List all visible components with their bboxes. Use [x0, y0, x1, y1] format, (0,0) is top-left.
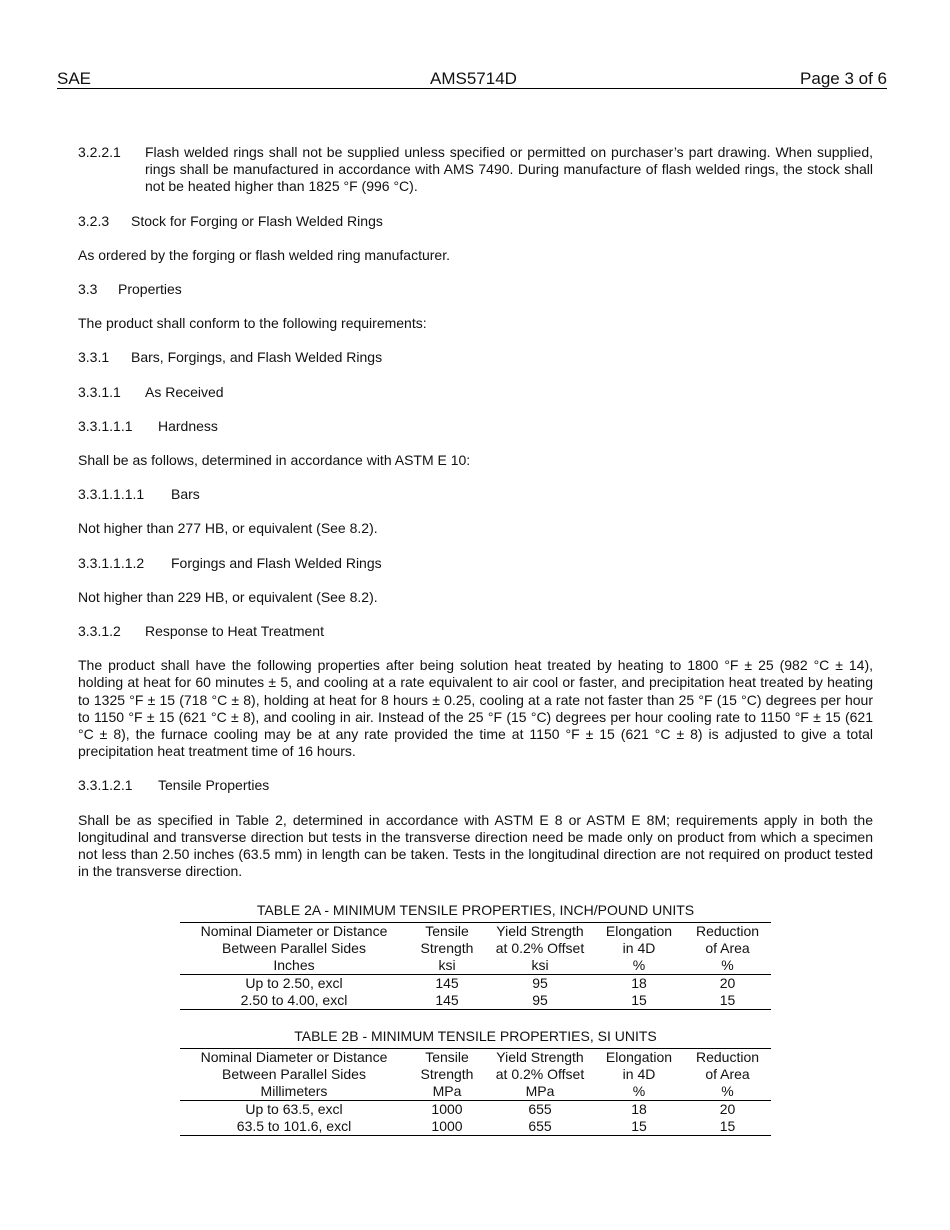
heading-3-3-1-1-1 — [78, 418, 873, 435]
table-cell: 18 — [631, 1101, 647, 1117]
header-cell: Elongation — [605, 1049, 673, 1065]
section-title: Properties — [118, 281, 182, 298]
table-cell: 18 — [631, 975, 647, 991]
table-cell: 15 — [631, 1118, 647, 1134]
section-number: 3.3.1.2 — [78, 623, 121, 640]
header-cell: Between Parallel Sides — [222, 940, 366, 956]
table-cell: 63.5 to 101.6, excl — [236, 1118, 352, 1134]
header-cell: Strength — [420, 940, 474, 956]
heading-3-3-1-1 — [78, 384, 873, 401]
heading-3-2-3 — [78, 213, 873, 230]
header-cell: Reduction — [695, 1049, 760, 1065]
table-cell: 655 — [528, 1118, 552, 1134]
section-title: Forgings and Flash Welded Rings — [171, 554, 382, 571]
header-cell: ksi — [486, 957, 594, 975]
header-cell: % — [594, 957, 684, 975]
section-title: Tensile Properties — [158, 777, 270, 794]
table-cell: 655 — [528, 1101, 552, 1117]
section-number: 3.3.1 — [78, 349, 110, 366]
table-header-row — [180, 940, 771, 957]
header-cell: Inches — [180, 957, 408, 975]
header-cell: Tensile — [425, 1049, 469, 1065]
section-3-2-2-1 — [78, 144, 873, 196]
header-cell: ksi — [408, 957, 486, 975]
table-header-row — [180, 957, 771, 975]
heading-3-3-1-2-1 — [78, 777, 873, 794]
table-row — [180, 1118, 771, 1136]
table-2b — [180, 1048, 771, 1136]
header-cell: % — [594, 1083, 684, 1101]
table-cell: Up to 2.50, excl — [245, 975, 343, 991]
table-cell: 145 — [435, 992, 459, 1008]
table-cell: 145 — [435, 975, 459, 991]
header-doc-id: AMS5714D — [430, 69, 517, 88]
header-cell: of Area — [705, 940, 750, 956]
header-cell: % — [684, 1083, 771, 1101]
table-2b-block — [180, 1028, 771, 1136]
paragraph: Shall be as specified in Table 2, determined in accordance with ASTM E 8 or ASTM E 8M; requirements apply in both the longitudinal and transverse direction but tests in the transverse direction need be made only on product from which a specimen not less than 2.50 inches (63.5 mm) in length can be taken. Tests in the longitudinal direction are not required on product tested in the transverse direction. — [78, 811, 873, 880]
table-cell: 95 — [532, 975, 548, 991]
table-cell: 15 — [631, 992, 647, 1008]
section-number: 3.3.1.1.1 — [78, 417, 133, 434]
header-cell: Yield Strength — [496, 1049, 584, 1065]
section-title: Response to Heat Treatment — [145, 623, 324, 640]
section-number: 3.3 — [78, 281, 98, 298]
header-cell: Between Parallel Sides — [222, 1066, 366, 1082]
paragraph: Not higher than 229 HB, or equivalent (See 8.2). — [78, 588, 378, 605]
paragraph: Shall be as follows, determined in accordance with ASTM E 10: — [78, 452, 471, 469]
table-header-row — [180, 923, 771, 941]
table-row — [180, 1101, 771, 1119]
table-cell: Up to 63.5, excl — [245, 1101, 343, 1117]
table-cell: 95 — [532, 992, 548, 1008]
heading-3-3 — [78, 281, 873, 298]
table-cell: 20 — [719, 1101, 736, 1117]
header-cell: at 0.2% Offset — [495, 940, 585, 956]
table-cell: 1000 — [431, 1101, 463, 1117]
header-cell: in 4D — [622, 940, 656, 956]
table-2a-block — [180, 902, 771, 1010]
table-cell: 15 — [719, 992, 736, 1008]
header-cell: Strength — [420, 1066, 474, 1082]
table-caption: TABLE 2B - MINIMUM TENSILE PROPERTIES, SI UNITS — [294, 1028, 657, 1044]
table-header-row — [180, 1066, 771, 1083]
section-title: Bars — [171, 486, 200, 503]
table-cell: 20 — [719, 975, 736, 991]
header-cell: Yield Strength — [496, 923, 584, 939]
page-header — [57, 68, 887, 89]
document-body — [78, 144, 873, 880]
header-cell: % — [684, 957, 771, 975]
table-row — [180, 975, 771, 993]
paragraph: Not higher than 277 HB, or equivalent (See 8.2). — [78, 520, 378, 537]
header-cell: Reduction — [695, 923, 760, 939]
header-cell: Nominal Diameter or Distance — [200, 923, 388, 939]
header-cell: Tensile — [425, 923, 469, 939]
table-cell: 15 — [719, 1118, 736, 1134]
header-cell: Elongation — [605, 923, 673, 939]
paragraph: The product shall have the following properties after being solution heat treated by heating to 1800 °F ± 25 (982 °C ± 14), holding at heat for 60 minutes ± 5, and cooling at a rate equivalent to air cool or faster, and precipitation heat treated by heating to 1325 °F ± 15 (718 °C ± 8), holding at heat for 8 hours ± 0.25, cooling at a rate not faster than 25 °F (15 °C) degrees per hour to 1150 °F ± 15 (621 °C ± 8), and cooling in air. Instead of the 25 °F (15 °C) degrees per hour cooling rate to 1150 °F ± 15 (621 °C ± 8), the furnace cooling may be at any rate provided the time at 1150 °F ± 15 (621 °C ± 8) is adjusted to give a total precipitation heat treatment time of 16 hours. — [78, 657, 873, 760]
section-title: Hardness — [158, 417, 218, 434]
header-cell: at 0.2% Offset — [495, 1066, 585, 1082]
paragraph: As ordered by the forging or flash welded ring manufacturer. — [78, 246, 450, 263]
header-cell: MPa — [408, 1083, 486, 1101]
heading-3-3-1-1-1-2 — [78, 555, 873, 572]
paragraph: The product shall conform to the following requirements: — [78, 315, 427, 332]
heading-3-3-1-2 — [78, 623, 873, 640]
section-number: 3.3.1.1 — [78, 383, 121, 400]
header-cell: Millimeters — [180, 1083, 408, 1101]
section-title: Stock for Forging or Flash Welded Rings — [131, 212, 383, 229]
table-row — [180, 992, 771, 1010]
header-page-number: Page 3 of 6 — [800, 69, 887, 88]
table-2a — [180, 922, 771, 1010]
section-title: Bars, Forgings, and Flash Welded Rings — [131, 349, 383, 366]
table-header-row — [180, 1083, 771, 1101]
table-caption: TABLE 2A - MINIMUM TENSILE PROPERTIES, INCH/POUND UNITS — [256, 902, 695, 918]
section-number: 3.3.1.1.1.2 — [78, 554, 145, 571]
section-title: As Received — [145, 383, 224, 400]
section-number: 3.3.1.2.1 — [78, 777, 133, 794]
header-cell: MPa — [486, 1083, 594, 1101]
table-cell: 2.50 to 4.00, excl — [240, 992, 348, 1008]
table-header-row — [180, 1049, 771, 1067]
header-cell: Nominal Diameter or Distance — [200, 1049, 388, 1065]
header-cell: in 4D — [622, 1066, 656, 1082]
section-number: 3.3.1.1.1.1 — [78, 486, 145, 503]
table-cell: 1000 — [431, 1118, 463, 1134]
heading-3-3-1-1-1-1 — [78, 486, 873, 503]
section-number: 3.2.2.1 — [78, 144, 121, 160]
heading-3-3-1 — [78, 349, 873, 366]
section-text: Flash welded rings shall not be supplied unless specified or permitted on purchaser’s part drawing. When supplied, rings shall be manufactured in accordance with AMS 7490. During manufacture of flash welded rings, the stock shall not be heated higher than 1825 °F (996 °C). — [145, 144, 873, 195]
section-number: 3.2.3 — [78, 212, 110, 229]
header-cell: of Area — [705, 1066, 750, 1082]
header-org: SAE — [57, 69, 92, 88]
